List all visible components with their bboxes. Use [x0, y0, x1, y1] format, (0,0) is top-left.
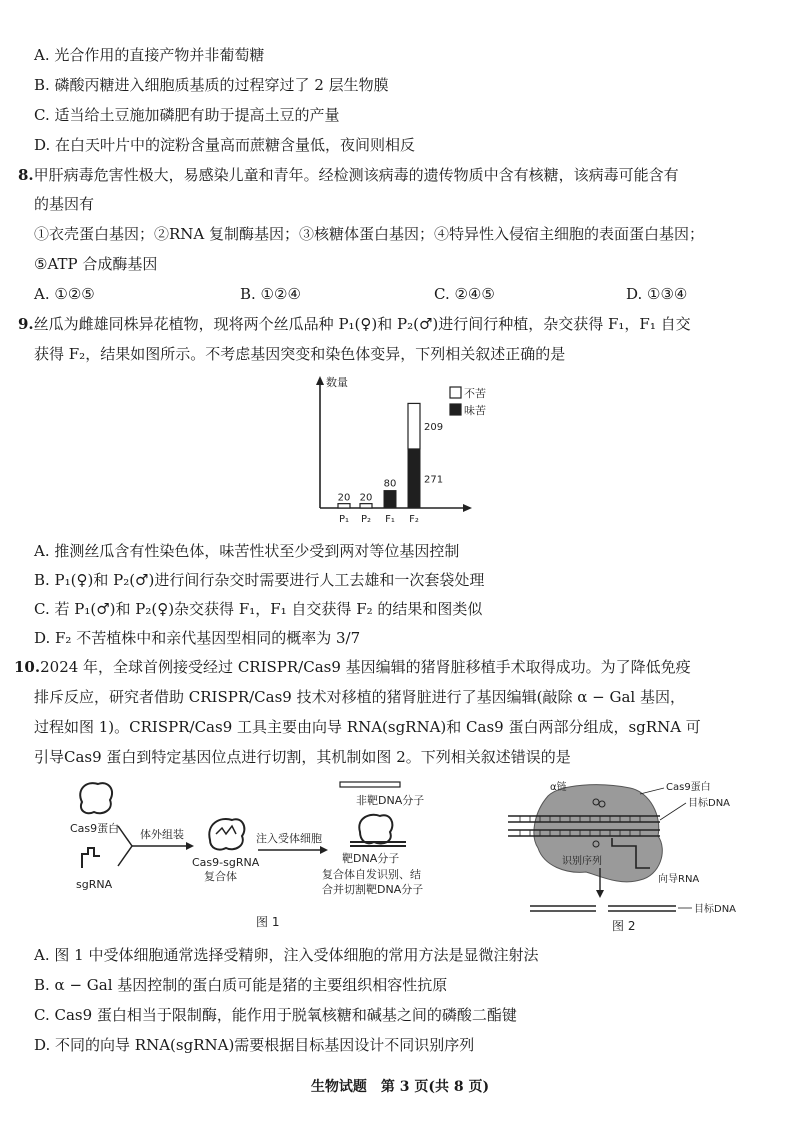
q10-line1 — [14, 656, 691, 678]
q9-stem-line1 — [18, 313, 691, 335]
fig1-cas9-label: Cas9蛋白 — [70, 822, 120, 835]
fig2-caption: 图 2 — [612, 919, 636, 933]
fig2-target-label2: 目标DNA — [694, 904, 737, 915]
data-label-0: 20 — [337, 492, 351, 504]
figure-1 — [60, 776, 480, 936]
q8-number: 8. — [18, 166, 34, 184]
bar-not-bitter-3 — [408, 403, 420, 449]
legend-label-bitter: 味苦 — [464, 404, 486, 417]
chart-legend — [450, 386, 486, 417]
x-axis-arrow — [463, 504, 472, 512]
q8-stem-line2: 的基因有 — [34, 195, 95, 213]
complex-shape — [209, 819, 244, 850]
q8-option-a: A. ①②⑤ — [34, 285, 95, 303]
fig1-complex-label2: 复合体 — [204, 870, 237, 883]
y-axis-arrow — [316, 376, 324, 385]
merge-lines — [118, 826, 132, 866]
q9-option-a: A. 推测丝瓜含有性染色体，味苦性状至少受到两对等位基因控制 — [34, 542, 460, 560]
bar-not-bitter-1 — [360, 504, 372, 508]
q9-option-b: B. P₁(♀)和 P₂(♂)进行间行杂交时需要进行人工去雄和一次套袋处理 — [34, 571, 485, 589]
x-tick-label-1: P₂ — [360, 514, 372, 525]
legend-swatch-not-bitter — [450, 387, 461, 398]
fig2-cas9-label: Cas9蛋白 — [666, 782, 711, 793]
x-tick-label-3: F₂ — [409, 514, 419, 525]
legend-swatch-bitter — [450, 404, 461, 415]
legend-label-not-bitter: 不苦 — [464, 387, 486, 400]
q7-option-c: C. 适当给土豆施加磷肥有助于提高土豆的产量 — [34, 106, 340, 124]
fig1-desc-line2: 合并切割靶DNA分子 — [322, 883, 424, 896]
q8-option-b: B. ①②④ — [240, 285, 301, 303]
q8-stem-line1 — [18, 164, 679, 186]
data-label-2: 80 — [383, 478, 397, 490]
bar-not-bitter-0 — [338, 504, 350, 508]
q10-line4: 引导Cas9 蛋白到特定基因位点进行切割，其机制如图 2。下列相关叙述错误的是 — [34, 748, 571, 766]
bound-complex-shape — [359, 815, 392, 844]
data-label-1: 20 — [359, 492, 373, 504]
q8-option-c: C. ②④⑤ — [434, 285, 495, 303]
data-label-3: 271 — [424, 474, 444, 486]
chart-bars — [338, 403, 443, 525]
x-tick-label-0: P₁ — [338, 514, 350, 525]
bar-bitter-2 — [384, 491, 396, 508]
q8-stem-text1: 甲肝病毒危害性极大，易感染儿童和青年。经检测该病毒的遗传物质中含有核糖，该病毒可能含有 — [33, 166, 679, 184]
fig2-cut-dna — [530, 906, 676, 911]
q10-number: 10. — [14, 658, 41, 676]
q8-option-d: D. ①③④ — [626, 285, 688, 303]
q10-option-b: B. α − Gal 基因控制的蛋白质可能是猪的主要组织相容性抗原 — [34, 976, 448, 994]
y-axis-label: 数量 — [326, 376, 348, 389]
fig2-cas9-leader — [640, 788, 664, 794]
q9-option-d: D. F₂ 不苦植株中和亲代基因型相同的概率为 3/7 — [34, 629, 361, 647]
nontarget-dna-shape — [340, 782, 400, 787]
fig1-inject-label: 注入受体细胞 — [256, 832, 322, 845]
q8-items-line2: ⑤ATP 合成酶基因 — [34, 255, 158, 273]
fig2-alpha-label: α链 — [550, 782, 567, 793]
figure-2 — [500, 776, 770, 936]
page-footer: 生物试题 第 3 页(共 8 页) — [310, 1079, 490, 1095]
inject-arrowhead — [320, 846, 328, 854]
q10-option-a: A. 图 1 中受体细胞通常选择受精卵，注入受体细胞的常用方法是显微注射法 — [34, 946, 539, 964]
fig2-guide-label: 向导RNA — [658, 874, 700, 885]
data-label-4: 209 — [424, 422, 444, 434]
fig2-recog-label: 识别序列 — [562, 856, 602, 867]
q9-option-c: C. 若 P₁(♂)和 P₂(♀)杂交获得 F₁，F₁ 自交获得 F₂ 的结果和图类似 — [34, 600, 483, 618]
fig1-caption: 图 1 — [256, 915, 280, 929]
fig1-sgrna-label: sgRNA — [76, 878, 113, 891]
fig2-down-arrowhead — [596, 890, 604, 898]
q10-line2: 排斥反应，研究者借助 CRISPR/Cas9 技术对移植的猪肾脏进行了基因编辑(敲除 α − Gal 基因， — [34, 688, 685, 706]
fig1-desc-line1: 复合体自发识别、结 — [322, 868, 421, 881]
fig2-target-leader — [660, 803, 686, 820]
fig1-assemble-label: 体外组装 — [140, 828, 184, 841]
q10-line3: 过程如图 1)。CRISPR/Cas9 工具主要由向导 RNA(sgRNA)和 Cas9 蛋白两部分组成，sgRNA 可 — [34, 718, 701, 736]
cas9-protein-shape — [80, 783, 112, 813]
q10-option-c: C. Cas9 蛋白相当于限制酶，能作用于脱氧核糖和碱基之间的磷酸二酯键 — [34, 1006, 517, 1024]
q7-option-d: D. 在白天叶片中的淀粉含量高而蔗糖含量低，夜间则相反 — [34, 136, 416, 154]
assemble-arrowhead — [186, 842, 194, 850]
q10-option-d: D. 不同的向导 RNA(sgRNA)需要根据目标基因设计不同识别序列 — [34, 1036, 475, 1054]
bar-bitter-3 — [408, 449, 420, 508]
q7-option-a: A. 光合作用的直接产物并非葡萄糖 — [34, 46, 265, 64]
fig2-target-label: 目标DNA — [688, 798, 731, 809]
fig1-nontarget-label: 非靶DNA分子 — [356, 794, 425, 807]
q9-stem-line2: 获得 F₂，结果如图所示。不考虑基因突变和染色体变异，下列相关叙述正确的是 — [34, 345, 566, 363]
fig1-complex-label1: Cas9-sgRNA — [192, 856, 260, 869]
q10-text1: 2024 年，全球首例接受经过 CRISPR/Cas9 基因编辑的猪肾脏移植手术取得成功。为了降低免疫 — [40, 658, 691, 676]
q7-option-b: B. 磷酸丙糖进入细胞质基质的过程穿过了 2 层生物膜 — [34, 76, 389, 94]
sgrna-shape — [82, 848, 100, 868]
x-tick-label-2: F₁ — [385, 514, 395, 525]
q8-items-line1: ①衣壳蛋白基因；②RNA 复制酶基因；③核糖体蛋白基因；④特异性入侵宿主细胞的表面蛋白基因； — [34, 225, 705, 243]
q9-number: 9. — [18, 315, 34, 333]
fig1-target-label: 靶DNA分子 — [342, 852, 400, 865]
q9-stem-text1: 丝瓜为雌雄同株异花植物，现将两个丝瓜品种 P₁(♀)和 P₂(♂)进行间行种植，杂交获得 F₁，F₁ 自交 — [33, 315, 691, 333]
bitterness-bar-chart — [300, 372, 500, 534]
